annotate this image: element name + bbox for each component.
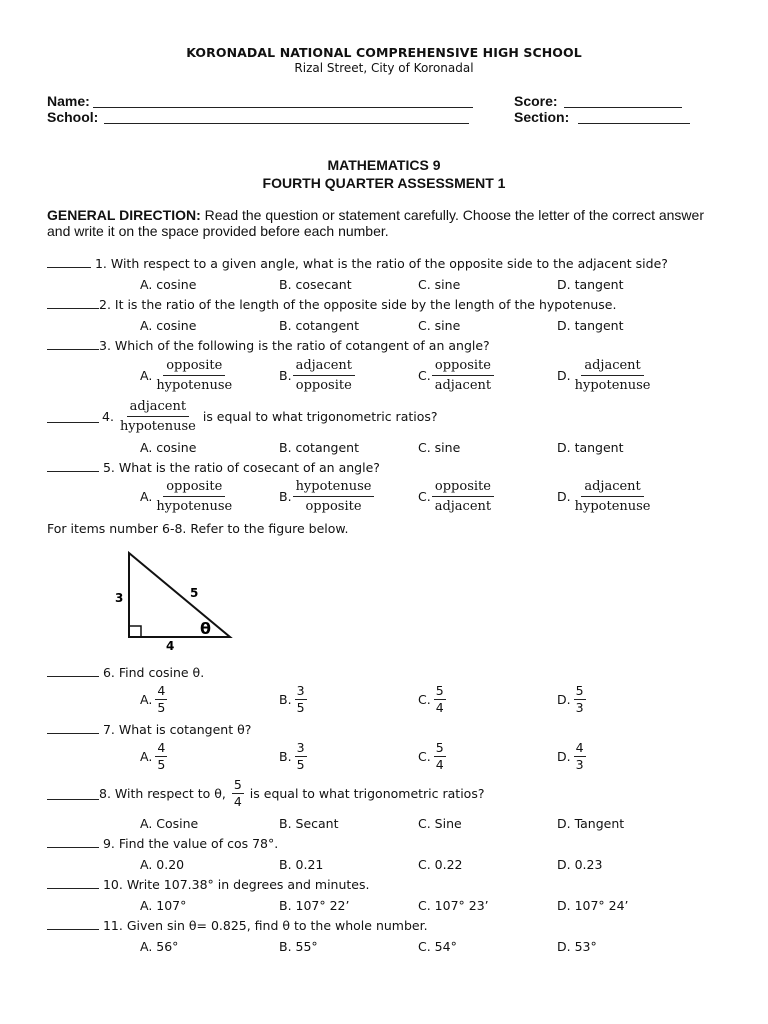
q9-option-c: C. 0.22: [418, 857, 463, 872]
answer-blank-7[interactable]: [47, 722, 99, 734]
question-3-text: 3. Which of the following is the ratio of cotangent of an angle?: [99, 338, 490, 353]
q5-option-b: [279, 478, 374, 515]
answer-blank-4[interactable]: [47, 411, 99, 423]
q7-option-b-letter: B.: [279, 749, 292, 764]
q5-option-d: [557, 478, 654, 515]
q3-option-a-numerator: opposite: [163, 357, 225, 376]
answer-blank-2[interactable]: [47, 297, 99, 309]
question-6: [47, 665, 204, 680]
answer-blank-11[interactable]: [47, 918, 99, 930]
q6-option-b: [279, 684, 307, 715]
school-name: KORONADAL NATIONAL COMPREHENSIVE HIGH SCHOOL: [186, 45, 582, 60]
q2-option-c: C. sine: [418, 318, 461, 333]
answer-blank-1[interactable]: [47, 256, 91, 268]
q7-option-c-letter: C.: [418, 749, 431, 764]
q1-option-d: D. tangent: [557, 277, 624, 292]
q6-option-a-letter: A.: [140, 692, 153, 707]
side-left-label: 3: [115, 591, 124, 605]
q7-option-c-numerator: 5: [435, 740, 444, 755]
q6-option-d-numerator: 5: [575, 683, 584, 698]
subject-title: MATHEMATICS 9: [327, 157, 441, 173]
answer-blank-10[interactable]: [47, 877, 99, 889]
q1-option-c: C. sine: [418, 277, 461, 292]
name-label: Name:: [47, 93, 90, 109]
q6-option-b-numerator: 3: [296, 683, 305, 698]
q5-option-b-numerator: hypotenuse: [293, 478, 375, 497]
question-10: [47, 877, 369, 892]
q3-option-c-letter: C.: [418, 368, 431, 383]
question-8-text-after: is equal to what trigonometric ratios?: [249, 786, 485, 801]
q7-option-d: [557, 741, 586, 772]
section-label: Section:: [514, 109, 570, 125]
question-11-text: 11. Given sin θ= 0.825, find θ to the whole number.: [99, 918, 428, 933]
q10-option-d: D. 107° 24’: [557, 898, 629, 913]
q5-option-d-letter: D.: [557, 489, 571, 504]
assessment-title: FOURTH QUARTER ASSESSMENT 1: [262, 175, 506, 191]
q6-option-d-denominator: 3: [575, 700, 584, 715]
q3-option-b: [279, 357, 355, 394]
question-4-number: 4.: [102, 409, 114, 424]
q6-option-c-numerator: 5: [435, 683, 444, 698]
right-triangle-figure: [105, 545, 240, 655]
q6-option-d: [557, 684, 586, 715]
figure-note: For items number 6-8. Refer to the figure below.: [47, 521, 349, 536]
q3-option-d-denominator: hypotenuse: [574, 378, 651, 393]
direction-text: Read the question or statement carefully. Choose the letter of the correct answer and write it on the space provided before each number.: [47, 207, 704, 239]
q8-fraction-numerator: 5: [233, 777, 242, 792]
question-11: [47, 918, 428, 933]
q8-option-a: A. Cosine: [140, 816, 199, 831]
q10-option-b: B. 107° 22’: [279, 898, 350, 913]
q3-option-d: [557, 357, 654, 394]
question-1-text: 1. With respect to a given angle, what is the ratio of the opposite side to the adjacent side?: [91, 256, 668, 271]
q7-option-d-numerator: 4: [575, 740, 584, 755]
q7-option-b: [279, 741, 307, 772]
q3-option-b-numerator: adjacent: [293, 357, 355, 376]
q5-option-c-letter: C.: [418, 489, 431, 504]
q1-option-a: A. cosine: [140, 277, 197, 292]
q4-option-b: B. cotangent: [279, 440, 359, 455]
q7-option-a: [140, 741, 167, 772]
q7-option-b-denominator: 5: [296, 757, 305, 772]
q9-option-a: A. 0.20: [140, 857, 185, 872]
q3-option-a-denominator: hypotenuse: [156, 378, 233, 393]
question-1: [47, 256, 668, 271]
q6-option-c-denominator: 4: [435, 700, 444, 715]
answer-blank-8[interactable]: [47, 788, 99, 800]
question-3: [47, 338, 490, 353]
q6-option-a-numerator: 4: [157, 683, 166, 698]
q11-option-b: B. 55°: [279, 939, 318, 954]
q5-option-d-denominator: hypotenuse: [574, 499, 651, 514]
question-8: [47, 778, 484, 809]
q6-option-b-denominator: 5: [296, 700, 305, 715]
q4-option-d: D. tangent: [557, 440, 624, 455]
q9-option-d: D. 0.23: [557, 857, 603, 872]
q3-option-b-denominator: opposite: [295, 378, 352, 393]
side-hypotenuse-label: 5: [190, 586, 199, 600]
q6-option-b-letter: B.: [279, 692, 292, 707]
q2-option-d: D. tangent: [557, 318, 624, 333]
question-7: [47, 722, 251, 737]
q7-option-d-letter: D.: [557, 749, 571, 764]
question-2: [47, 297, 616, 312]
q10-option-c: C. 107° 23’: [418, 898, 489, 913]
q3-option-c-numerator: opposite: [432, 357, 494, 376]
q2-option-b: B. cotangent: [279, 318, 359, 333]
q7-option-c-denominator: 4: [435, 757, 444, 772]
q5-option-c: [418, 478, 494, 515]
answer-blank-9[interactable]: [47, 836, 99, 848]
triangle-shape: [129, 553, 230, 637]
q11-option-d: D. 53°: [557, 939, 597, 954]
q6-option-a-denominator: 5: [157, 700, 166, 715]
q5-option-c-denominator: adjacent: [434, 499, 492, 514]
q5-option-d-numerator: adjacent: [581, 478, 643, 497]
q4-fraction-denominator: hypotenuse: [119, 419, 196, 434]
q8-option-b: B. Secant: [279, 816, 339, 831]
q7-option-a-letter: A.: [140, 749, 153, 764]
q7-option-c: [418, 741, 446, 772]
question-5-text: 5. What is the ratio of cosecant of an angle?: [99, 460, 380, 475]
q8-fraction-denominator: 4: [233, 794, 242, 809]
question-9-text: 9. Find the value of cos 78°.: [99, 836, 279, 851]
q10-option-a: A. 107°: [140, 898, 187, 913]
side-bottom-label: 4: [166, 639, 175, 653]
question-5: [47, 460, 380, 475]
question-7-text: 7. What is cotangent θ?: [99, 722, 252, 737]
q5-option-c-numerator: opposite: [432, 478, 494, 497]
q3-option-a: [140, 357, 235, 394]
q3-option-a-letter: A.: [140, 368, 153, 383]
q4-option-c: C. sine: [418, 440, 461, 455]
question-9: [47, 836, 278, 851]
question-4-text: is equal to what trigonometric ratios?: [202, 409, 438, 424]
q11-option-a: A. 56°: [140, 939, 179, 954]
q4-fraction-numerator: adjacent: [127, 398, 189, 417]
q11-option-c: C. 54°: [418, 939, 457, 954]
q3-option-b-letter: B.: [279, 368, 292, 383]
question-8-text-before: 8. With respect to θ,: [99, 786, 226, 801]
q3-option-d-letter: D.: [557, 368, 571, 383]
score-field[interactable]: [564, 107, 682, 108]
q6-option-c-letter: C.: [418, 692, 431, 707]
direction-label: GENERAL DIRECTION:: [47, 207, 201, 223]
q6-option-c: [418, 684, 446, 715]
q1-option-b: B. cosecant: [279, 277, 352, 292]
general-direction: [47, 207, 727, 239]
q2-option-a: A. cosine: [140, 318, 197, 333]
q5-option-b-denominator: opposite: [305, 499, 362, 514]
q7-option-a-numerator: 4: [157, 740, 166, 755]
q4-option-a: A. cosine: [140, 440, 197, 455]
q7-option-b-numerator: 3: [296, 740, 305, 755]
question-4: [47, 398, 438, 435]
q6-option-a: [140, 684, 167, 715]
q5-option-a-numerator: opposite: [163, 478, 225, 497]
name-field[interactable]: [93, 107, 473, 108]
answer-blank-6[interactable]: [47, 665, 99, 677]
q6-option-d-letter: D.: [557, 692, 571, 707]
q8-option-c: C. Sine: [418, 816, 462, 831]
answer-blank-5[interactable]: [47, 460, 99, 472]
school-label: School:: [47, 109, 99, 125]
answer-blank-3[interactable]: [47, 338, 99, 350]
school-field[interactable]: [104, 123, 469, 124]
q7-option-d-denominator: 3: [575, 757, 584, 772]
question-10-text: 10. Write 107.38° in degrees and minutes.: [99, 877, 370, 892]
score-label: Score:: [514, 93, 558, 109]
q3-option-d-numerator: adjacent: [581, 357, 643, 376]
section-field[interactable]: [578, 123, 690, 124]
q5-option-a: [140, 478, 235, 515]
q8-option-d: D. Tangent: [557, 816, 625, 831]
q9-option-b: B. 0.21: [279, 857, 324, 872]
question-6-text: 6. Find cosine θ.: [99, 665, 205, 680]
question-2-text: 2. It is the ratio of the length of the opposite side by the length of the hypotenuse.: [99, 297, 617, 312]
school-address: Rizal Street, City of Koronadal: [294, 61, 474, 75]
q7-option-a-denominator: 5: [157, 757, 166, 772]
q5-option-b-letter: B.: [279, 489, 292, 504]
q3-option-c: [418, 357, 494, 394]
q5-option-a-letter: A.: [140, 489, 153, 504]
q3-option-c-denominator: adjacent: [434, 378, 492, 393]
angle-theta-label: θ: [200, 619, 211, 638]
q5-option-a-denominator: hypotenuse: [156, 499, 233, 514]
right-angle-mark: [129, 626, 141, 637]
